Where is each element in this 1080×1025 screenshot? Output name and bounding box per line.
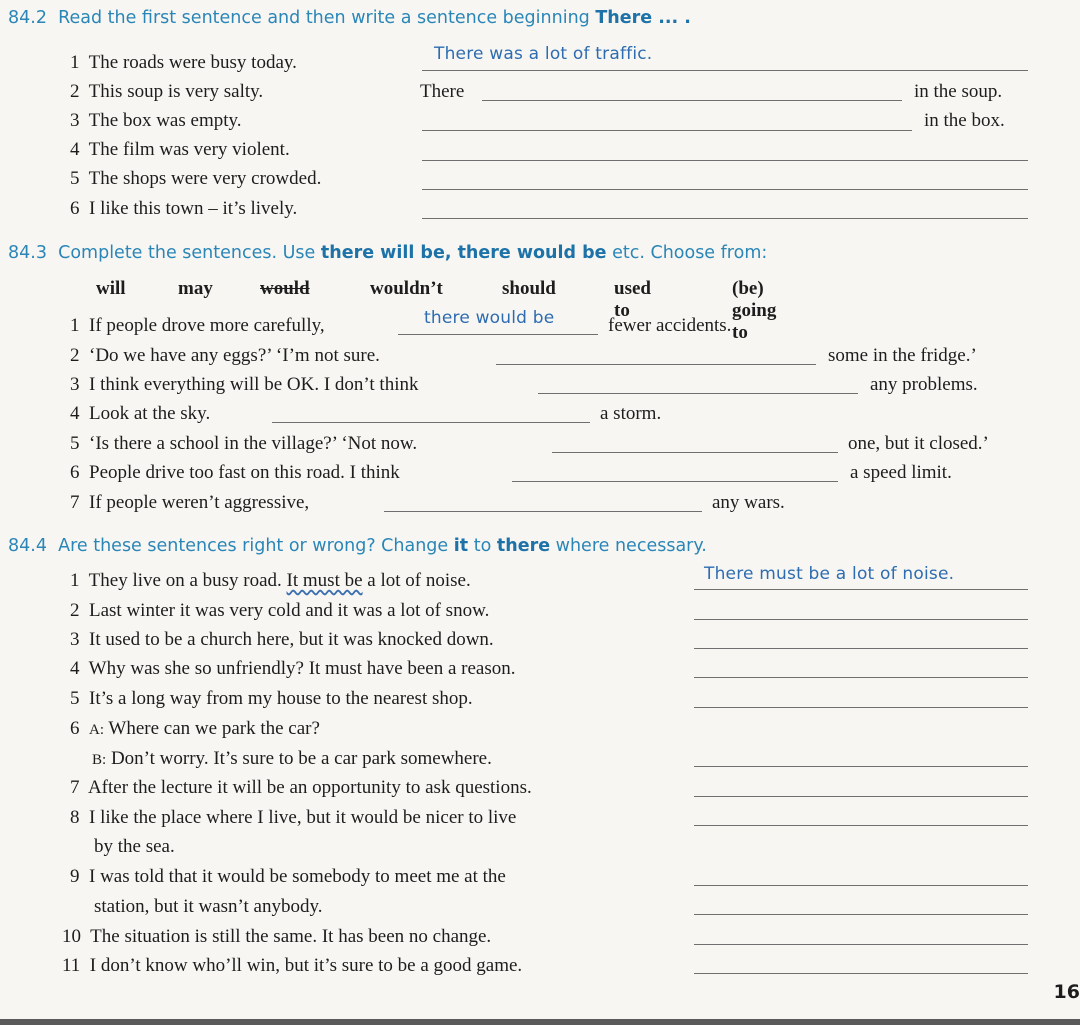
- ex843-item-7: [70, 490, 309, 516]
- answer-line[interactable]: [694, 677, 1028, 678]
- item-number: 7: [70, 492, 80, 513]
- ex842-item-5: [70, 166, 321, 192]
- ex842-item-2: [70, 79, 263, 105]
- exercise-number: 84.2: [8, 8, 47, 28]
- ex844-item-4: [70, 656, 516, 682]
- item-number: 4: [70, 403, 80, 424]
- speaker-label: B:: [92, 752, 107, 768]
- ex844-item-8-cont: by the sea.: [94, 836, 175, 857]
- item-text: a lot of noise.: [367, 570, 471, 591]
- ex844-item-3: [70, 627, 494, 653]
- ex843-after-3: any problems.: [870, 374, 978, 395]
- item-text: Last winter it was very cold and it was a lot of snow.: [89, 600, 490, 621]
- item-text: The shops were very crowded.: [88, 168, 322, 189]
- item-text: The roads were busy today.: [88, 52, 297, 73]
- ex844-item-9-cont: station, but it wasn’t anybody.: [94, 896, 323, 917]
- item-number: 5: [70, 688, 80, 709]
- item-number: 7: [70, 777, 80, 798]
- answer-line[interactable]: [694, 944, 1028, 945]
- answer-line[interactable]: [422, 70, 1028, 71]
- ex843-item-6: [70, 460, 400, 486]
- item-number: 4: [70, 139, 80, 160]
- item-number: 1: [70, 315, 80, 336]
- item-text: The film was very violent.: [88, 139, 290, 160]
- item-text: Why was she so unfriendly? It must have been a reason.: [88, 658, 516, 679]
- option-word: will: [96, 278, 126, 299]
- option-word: used to: [614, 278, 651, 321]
- item-number: 5: [70, 433, 80, 454]
- item-number: 6: [70, 462, 80, 483]
- item-text: This soup is very salty.: [88, 81, 264, 102]
- answer-line[interactable]: [694, 796, 1028, 797]
- instruction-text: where necessary.: [555, 536, 707, 556]
- instruction-bold: it: [453, 536, 469, 556]
- item-text: The box was empty.: [88, 110, 242, 131]
- item-number: 9: [70, 866, 80, 887]
- instruction-text: Complete the sentences. Use: [58, 243, 316, 263]
- ex842-answer-1: There was a lot of traffic.: [434, 44, 653, 64]
- item-text: Where can we park the car?: [108, 718, 320, 739]
- ex844-item-6b: [92, 746, 492, 773]
- item-number: 6: [70, 718, 80, 739]
- ex842-item-6: [70, 196, 297, 222]
- item-text: The situation is still the same. It has been no change.: [90, 926, 492, 947]
- answer-line[interactable]: [694, 648, 1028, 649]
- answer-line[interactable]: [398, 334, 598, 335]
- item-text: After the lecture it will be an opportunity to ask questions.: [87, 777, 532, 798]
- item-number: 2: [70, 345, 80, 366]
- answer-line[interactable]: [482, 100, 902, 101]
- marked-phrase: It must be: [286, 570, 363, 591]
- answer-line[interactable]: [694, 619, 1028, 620]
- instruction-text: Are these sentences right or wrong? Change: [58, 536, 449, 556]
- item-text: ‘Do we have any eggs?’ ‘I’m not sure.: [89, 345, 380, 366]
- ex844-item-5: [70, 686, 473, 712]
- answer-line[interactable]: [694, 885, 1028, 886]
- item-number: 2: [70, 81, 80, 102]
- ex844-item-9: [70, 864, 506, 890]
- instruction-text: Read the first sentence and then write a sentence beginning: [58, 8, 590, 28]
- answer-line[interactable]: [694, 707, 1028, 708]
- answer-line[interactable]: [384, 511, 702, 512]
- ex844-item-6: [70, 716, 320, 743]
- item-number: 1: [70, 570, 80, 591]
- item-number: 6: [70, 198, 80, 219]
- item-number: 2: [70, 600, 80, 621]
- item-number: 1: [70, 52, 80, 73]
- item-number: 3: [70, 110, 80, 131]
- item-text: It used to be a church here, but it was knocked down.: [89, 629, 494, 650]
- ex843-item-2: [70, 343, 380, 369]
- ex843-item-3: [70, 372, 418, 398]
- exercise-84-4-heading: [8, 536, 707, 556]
- exercise-84-2-heading: [8, 8, 691, 28]
- answer-line[interactable]: [422, 218, 1028, 219]
- item-text: They live on a busy road.: [88, 570, 282, 591]
- answer-line[interactable]: [694, 973, 1028, 974]
- answer-line[interactable]: [422, 160, 1028, 161]
- item-number: 4: [70, 658, 80, 679]
- item-number: 5: [70, 168, 80, 189]
- ex844-item-1: [70, 568, 471, 594]
- ex843-answer-1: there would be: [424, 308, 555, 328]
- ex844-item-10: [62, 924, 491, 950]
- item-text: It’s a long way from my house to the nearest shop.: [89, 688, 473, 709]
- ex843-after-4: a storm.: [600, 403, 662, 424]
- exercise-number: 84.4: [8, 536, 47, 556]
- answer-line[interactable]: [694, 589, 1028, 590]
- item-number: 11: [62, 955, 81, 976]
- instruction-bold: There ... .: [595, 8, 691, 28]
- ex843-after-7: any wars.: [712, 492, 785, 513]
- item-text: I was told that it would be somebody to meet me at the: [89, 866, 506, 887]
- ex844-answer-1: There must be a lot of noise.: [704, 564, 955, 584]
- item-number: 8: [70, 807, 80, 828]
- item-text: People drive too fast on this road. I think: [89, 462, 400, 483]
- instruction-tail: etc. Choose from:: [612, 243, 768, 263]
- option-word: may: [178, 278, 213, 299]
- ex843-item-1: [70, 313, 325, 339]
- item-number: 10: [62, 926, 81, 947]
- answer-line[interactable]: [422, 189, 1028, 190]
- answer-line[interactable]: [552, 452, 838, 453]
- ex842-prefix-2: There: [420, 81, 465, 102]
- item-text: I think everything will be OK. I don’t think: [89, 374, 419, 395]
- item-number: 3: [70, 374, 80, 395]
- ex842-item-4: [70, 137, 290, 163]
- ex844-item-2: [70, 598, 489, 624]
- instruction-bold: there: [496, 536, 551, 556]
- ex843-item-5: [70, 431, 417, 457]
- answer-line[interactable]: [538, 393, 858, 394]
- item-text: ‘Is there a school in the village?’ ‘Not now.: [89, 433, 418, 454]
- answer-line[interactable]: [422, 130, 912, 131]
- item-text: Look at the sky.: [89, 403, 211, 424]
- option-word: (be) going to: [732, 278, 777, 343]
- option-word-crossed: would: [260, 278, 310, 299]
- ex842-suffix-2: in the soup.: [914, 81, 1003, 102]
- answer-line[interactable]: [512, 481, 838, 482]
- option-word: wouldn’t: [370, 278, 443, 299]
- item-number: 3: [70, 629, 80, 650]
- answer-line[interactable]: [694, 914, 1028, 915]
- exercise-number: 84.3: [8, 243, 47, 263]
- ex844-item-8: [70, 805, 516, 831]
- item-text: Don’t worry. It’s sure to be a car park somewhere.: [110, 748, 492, 769]
- answer-line[interactable]: [496, 364, 816, 365]
- ex843-item-4: [70, 401, 210, 427]
- item-text: I like the place where I live, but it would be nicer to live: [89, 807, 517, 828]
- ex842-suffix-3: in the box.: [924, 110, 1005, 131]
- instruction-text: to: [473, 536, 492, 556]
- item-text: I don’t know who’ll win, but it’s sure to be a good game.: [89, 955, 523, 976]
- item-text: If people drove more carefully,: [89, 315, 325, 336]
- ex842-item-3: [70, 108, 242, 134]
- item-text: If people weren’t aggressive,: [89, 492, 310, 513]
- ex843-after-6: a speed limit.: [850, 462, 952, 483]
- answer-line[interactable]: [694, 825, 1028, 826]
- speaker-label: A:: [89, 722, 104, 738]
- ex843-after-5: one, but it closed.’: [848, 433, 989, 454]
- ex843-after-1: fewer accidents.: [608, 315, 732, 336]
- page-bottom-border: [0, 1019, 1080, 1025]
- instruction-bold: there will be, there would be: [320, 243, 607, 263]
- item-text: I like this town – it’s lively.: [89, 198, 298, 219]
- ex844-item-7: [70, 775, 532, 801]
- ex844-item-11: [62, 953, 522, 979]
- ex842-item-1: [70, 50, 297, 76]
- option-word: should: [502, 278, 556, 299]
- answer-line[interactable]: [272, 422, 590, 423]
- exercise-84-3-heading: [8, 243, 767, 263]
- answer-line[interactable]: [694, 766, 1028, 767]
- page-number: 16: [1053, 981, 1080, 1003]
- ex843-after-2: some in the fridge.’: [828, 345, 977, 366]
